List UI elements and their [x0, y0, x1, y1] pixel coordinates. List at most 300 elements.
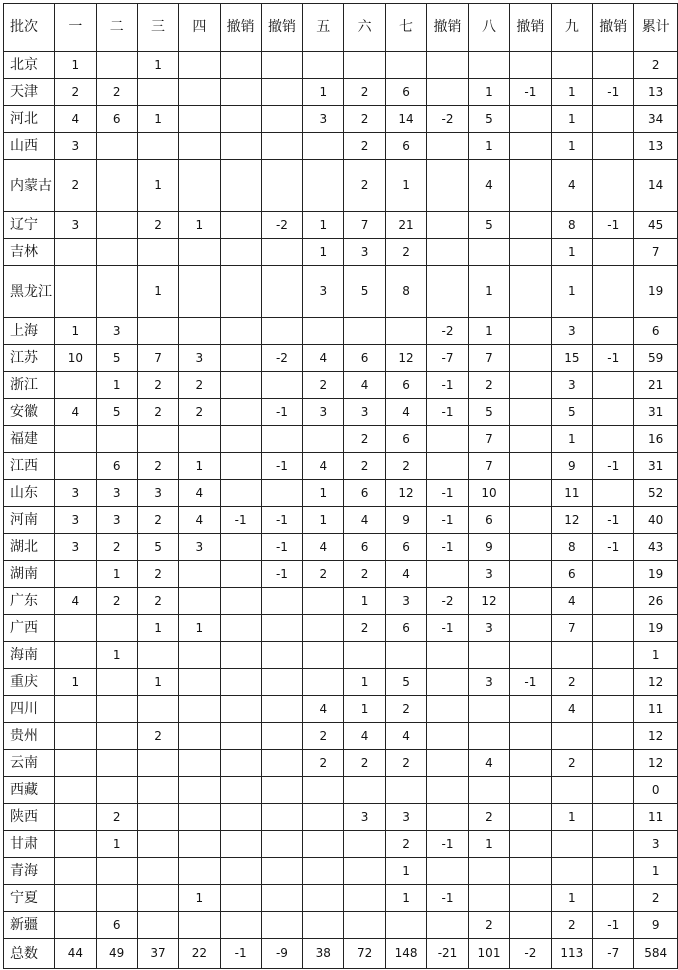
table-cell	[96, 885, 137, 912]
table-cell	[261, 426, 302, 453]
table-cell	[96, 133, 137, 160]
header-row	[4, 4, 678, 52]
table-row	[4, 858, 678, 885]
table-cell	[385, 777, 427, 804]
province-name: 福建	[4, 426, 55, 453]
table-cell	[261, 777, 302, 804]
table-cell	[468, 696, 510, 723]
table-cell	[179, 804, 220, 831]
table-cell: -2	[427, 588, 468, 615]
province-name: 总数	[4, 939, 55, 969]
table-row	[4, 212, 678, 239]
table-cell	[303, 804, 344, 831]
table-cell: 2	[137, 588, 178, 615]
table-cell	[261, 318, 302, 345]
table-cell	[427, 723, 468, 750]
table-cell	[179, 750, 220, 777]
table-cell: 1	[385, 160, 427, 212]
province-name: 广西	[4, 615, 55, 642]
table-cell: -21	[427, 939, 468, 969]
table-cell: 37	[137, 939, 178, 969]
table-cell	[344, 885, 385, 912]
table-cell	[179, 588, 220, 615]
table-row	[4, 561, 678, 588]
table-cell	[179, 79, 220, 106]
table-cell: 1	[385, 885, 427, 912]
table-cell	[220, 133, 261, 160]
table-cell	[220, 106, 261, 133]
table-cell: 4	[303, 696, 344, 723]
table-cell: -1	[593, 534, 634, 561]
table-cell	[261, 239, 302, 266]
table-cell: -1	[427, 831, 468, 858]
table-cell: 1	[468, 133, 510, 160]
table-cell: 3	[468, 615, 510, 642]
table-cell: 8	[551, 534, 593, 561]
table-cell	[593, 561, 634, 588]
table-row	[4, 160, 678, 212]
table-cell	[55, 266, 96, 318]
table-cell	[344, 318, 385, 345]
table-cell: 12	[634, 669, 678, 696]
table-cell	[55, 615, 96, 642]
total-row	[4, 939, 678, 969]
column-header: 撤销	[261, 4, 302, 52]
table-cell: 7	[468, 345, 510, 372]
table-cell: 6	[551, 561, 593, 588]
table-cell	[510, 858, 551, 885]
table-cell: -2	[261, 345, 302, 372]
table-cell: 4	[344, 372, 385, 399]
table-cell: 49	[96, 939, 137, 969]
table-row	[4, 453, 678, 480]
table-cell: 1	[344, 588, 385, 615]
table-cell	[96, 52, 137, 79]
table-cell: 6	[344, 345, 385, 372]
table-cell	[261, 804, 302, 831]
province-name: 天津	[4, 79, 55, 106]
table-cell: -1	[261, 534, 302, 561]
table-cell	[510, 777, 551, 804]
province-name: 湖南	[4, 561, 55, 588]
table-cell	[551, 642, 593, 669]
table-cell: 2	[468, 912, 510, 939]
province-name: 四川	[4, 696, 55, 723]
table-cell	[510, 561, 551, 588]
table-cell: 10	[468, 480, 510, 507]
table-cell: 1	[96, 642, 137, 669]
table-cell	[179, 696, 220, 723]
table-cell: 11	[634, 804, 678, 831]
table-cell	[468, 642, 510, 669]
table-cell: 31	[634, 453, 678, 480]
table-cell: -9	[261, 939, 302, 969]
table-cell: 45	[634, 212, 678, 239]
table-cell: 4	[468, 750, 510, 777]
table-cell: 3	[303, 266, 344, 318]
province-name: 山西	[4, 133, 55, 160]
table-cell: 8	[385, 266, 427, 318]
table-cell	[220, 912, 261, 939]
table-cell: -2	[427, 318, 468, 345]
table-row	[4, 507, 678, 534]
table-cell: 3	[344, 399, 385, 426]
table-cell: 72	[344, 939, 385, 969]
table-cell	[593, 588, 634, 615]
table-cell: 22	[179, 939, 220, 969]
table-cell	[510, 615, 551, 642]
table-cell	[220, 372, 261, 399]
table-cell: 2	[137, 399, 178, 426]
table-cell: 26	[634, 588, 678, 615]
table-cell	[510, 804, 551, 831]
table-cell: 1	[137, 52, 178, 79]
table-cell: -1	[220, 507, 261, 534]
table-cell: 2	[344, 79, 385, 106]
table-cell: 3	[55, 534, 96, 561]
table-cell: 12	[385, 345, 427, 372]
table-header	[4, 4, 678, 52]
table-cell	[179, 239, 220, 266]
table-cell	[593, 723, 634, 750]
table-row	[4, 615, 678, 642]
table-cell: 12	[468, 588, 510, 615]
table-cell	[303, 858, 344, 885]
table-cell: 9	[385, 507, 427, 534]
table-cell: 3	[385, 804, 427, 831]
table-cell	[427, 642, 468, 669]
table-cell	[137, 133, 178, 160]
table-cell	[179, 912, 220, 939]
table-cell: 2	[385, 831, 427, 858]
table-cell: 4	[551, 696, 593, 723]
table-cell: 21	[385, 212, 427, 239]
table-cell	[427, 858, 468, 885]
table-cell: 2	[55, 79, 96, 106]
table-cell	[55, 426, 96, 453]
table-cell	[427, 160, 468, 212]
table-cell	[261, 669, 302, 696]
table-cell	[55, 372, 96, 399]
table-cell: 1	[551, 79, 593, 106]
table-cell	[96, 777, 137, 804]
table-cell: 4	[468, 160, 510, 212]
province-name: 海南	[4, 642, 55, 669]
table-cell: 7	[468, 453, 510, 480]
table-cell	[303, 615, 344, 642]
table-cell	[593, 160, 634, 212]
table-cell: 4	[551, 160, 593, 212]
table-cell: 1	[551, 106, 593, 133]
table-cell	[96, 239, 137, 266]
table-cell: 2	[551, 669, 593, 696]
table-cell: 1	[303, 239, 344, 266]
table-cell: 1	[303, 480, 344, 507]
column-header: 一	[55, 4, 96, 52]
table-cell	[593, 239, 634, 266]
table-cell: 5	[96, 345, 137, 372]
table-cell	[510, 160, 551, 212]
table-cell: 1	[137, 106, 178, 133]
table-cell	[510, 507, 551, 534]
table-cell: 6	[385, 534, 427, 561]
table-cell: 2	[344, 561, 385, 588]
table-cell: 5	[551, 399, 593, 426]
table-cell: 1	[551, 426, 593, 453]
table-cell	[137, 239, 178, 266]
table-cell	[220, 318, 261, 345]
table-cell: -1	[593, 507, 634, 534]
table-cell	[137, 912, 178, 939]
table-cell	[261, 588, 302, 615]
table-cell: 4	[551, 588, 593, 615]
table-cell	[427, 52, 468, 79]
province-name: 陕西	[4, 804, 55, 831]
province-name: 河北	[4, 106, 55, 133]
table-cell	[427, 777, 468, 804]
table-cell	[96, 750, 137, 777]
table-cell	[303, 831, 344, 858]
table-cell: 2	[385, 750, 427, 777]
table-cell: -2	[510, 939, 551, 969]
table-cell: 0	[634, 777, 678, 804]
table-row	[4, 669, 678, 696]
province-name: 青海	[4, 858, 55, 885]
table-cell	[593, 777, 634, 804]
table-cell	[55, 239, 96, 266]
column-header: 七	[385, 4, 427, 52]
table-cell	[593, 750, 634, 777]
province-name: 山东	[4, 480, 55, 507]
table-cell: 6	[96, 106, 137, 133]
table-cell	[344, 52, 385, 79]
province-name: 云南	[4, 750, 55, 777]
table-cell: 1	[179, 885, 220, 912]
table-cell: 1	[344, 696, 385, 723]
table-cell: 2	[551, 750, 593, 777]
table-row	[4, 885, 678, 912]
table-cell: 1	[551, 885, 593, 912]
table-cell: 52	[634, 480, 678, 507]
table-cell	[220, 750, 261, 777]
table-cell	[55, 858, 96, 885]
column-header: 二	[96, 4, 137, 52]
table-cell	[303, 160, 344, 212]
table-cell	[220, 561, 261, 588]
table-cell: -1	[427, 480, 468, 507]
table-row	[4, 133, 678, 160]
table-cell	[96, 723, 137, 750]
table-cell	[96, 426, 137, 453]
table-row	[4, 831, 678, 858]
table-cell	[593, 426, 634, 453]
table-cell	[96, 212, 137, 239]
province-name: 新疆	[4, 912, 55, 939]
table-cell: 2	[551, 912, 593, 939]
table-cell	[55, 561, 96, 588]
column-header: 三	[137, 4, 178, 52]
province-name: 广东	[4, 588, 55, 615]
table-cell	[179, 561, 220, 588]
table-cell	[303, 426, 344, 453]
table-cell	[179, 642, 220, 669]
table-cell	[220, 777, 261, 804]
table-row	[4, 480, 678, 507]
table-cell	[261, 52, 302, 79]
table-row	[4, 372, 678, 399]
table-cell	[261, 696, 302, 723]
table-cell	[468, 52, 510, 79]
table-cell: 2	[468, 372, 510, 399]
table-cell	[303, 52, 344, 79]
table-cell	[96, 858, 137, 885]
table-cell	[510, 696, 551, 723]
table-row	[4, 588, 678, 615]
table-cell: -1	[427, 885, 468, 912]
table-cell	[179, 266, 220, 318]
table-cell	[179, 133, 220, 160]
table-cell	[179, 160, 220, 212]
table-cell	[137, 777, 178, 804]
table-cell: 1	[96, 372, 137, 399]
table-cell: 2	[303, 723, 344, 750]
table-cell	[593, 615, 634, 642]
table-cell	[593, 399, 634, 426]
table-cell	[510, 723, 551, 750]
table-cell	[261, 642, 302, 669]
table-cell	[593, 480, 634, 507]
table-row	[4, 696, 678, 723]
table-row	[4, 79, 678, 106]
table-cell: 1	[468, 318, 510, 345]
column-header: 撤销	[510, 4, 551, 52]
table-cell	[137, 79, 178, 106]
table-cell	[220, 345, 261, 372]
table-cell	[593, 106, 634, 133]
table-cell: -1	[427, 615, 468, 642]
table-cell	[303, 885, 344, 912]
table-cell: 2	[303, 561, 344, 588]
table-cell: 5	[468, 106, 510, 133]
table-cell: 2	[137, 212, 178, 239]
table-cell	[427, 561, 468, 588]
table-cell: 2	[344, 615, 385, 642]
table-cell: -1	[593, 453, 634, 480]
table-cell	[261, 831, 302, 858]
table-cell	[261, 723, 302, 750]
table-cell	[55, 723, 96, 750]
table-cell	[510, 534, 551, 561]
table-cell: 6	[385, 372, 427, 399]
table-cell: -1	[427, 399, 468, 426]
table-cell: 3	[96, 507, 137, 534]
table-cell: 1	[55, 52, 96, 79]
table-cell	[220, 160, 261, 212]
table-row	[4, 723, 678, 750]
table-cell: 1	[179, 453, 220, 480]
province-name: 江苏	[4, 345, 55, 372]
table-cell: 10	[55, 345, 96, 372]
table-row	[4, 239, 678, 266]
table-cell: 3	[303, 399, 344, 426]
table-cell: 9	[634, 912, 678, 939]
table-cell	[303, 777, 344, 804]
table-cell: 19	[634, 561, 678, 588]
table-cell: -1	[593, 212, 634, 239]
table-cell	[220, 885, 261, 912]
table-cell: -1	[220, 939, 261, 969]
table-cell: 16	[634, 426, 678, 453]
table-row	[4, 534, 678, 561]
table-cell	[385, 318, 427, 345]
province-name: 甘肃	[4, 831, 55, 858]
table-cell: 3	[551, 318, 593, 345]
table-cell: 2	[468, 804, 510, 831]
table-cell	[220, 266, 261, 318]
table-cell	[427, 804, 468, 831]
table-cell	[510, 133, 551, 160]
table-cell: 1	[634, 642, 678, 669]
table-cell	[137, 885, 178, 912]
table-cell	[220, 858, 261, 885]
table-cell	[510, 52, 551, 79]
table-cell	[510, 239, 551, 266]
table-cell: 4	[303, 345, 344, 372]
province-name: 河南	[4, 507, 55, 534]
table-cell: 1	[551, 239, 593, 266]
table-cell	[427, 453, 468, 480]
table-cell: 1	[179, 615, 220, 642]
table-cell	[593, 858, 634, 885]
table-cell	[220, 615, 261, 642]
table-cell: -1	[261, 561, 302, 588]
column-header: 九	[551, 4, 593, 52]
table-cell	[137, 750, 178, 777]
table-cell	[551, 777, 593, 804]
table-row	[4, 426, 678, 453]
table-cell: 4	[179, 480, 220, 507]
table-cell	[179, 723, 220, 750]
column-header: 撤销	[427, 4, 468, 52]
province-batch-table	[3, 3, 678, 969]
table-cell: 1	[634, 858, 678, 885]
table-cell: 2	[179, 372, 220, 399]
table-cell: 2	[634, 885, 678, 912]
table-cell	[96, 266, 137, 318]
table-cell: 1	[468, 266, 510, 318]
table-cell: 1	[96, 561, 137, 588]
table-cell	[261, 106, 302, 133]
table-cell: -7	[593, 939, 634, 969]
table-row	[4, 642, 678, 669]
table-cell: 6	[634, 318, 678, 345]
table-cell: 4	[385, 561, 427, 588]
table-cell	[303, 588, 344, 615]
province-name: 湖北	[4, 534, 55, 561]
province-name: 江西	[4, 453, 55, 480]
table-cell: 12	[634, 723, 678, 750]
table-cell	[261, 372, 302, 399]
table-cell: 4	[55, 106, 96, 133]
table-cell	[551, 831, 593, 858]
table-cell	[510, 642, 551, 669]
table-cell	[179, 777, 220, 804]
table-cell	[510, 106, 551, 133]
table-cell: 4	[179, 507, 220, 534]
table-cell	[344, 642, 385, 669]
table-cell: -1	[427, 507, 468, 534]
table-cell	[179, 318, 220, 345]
